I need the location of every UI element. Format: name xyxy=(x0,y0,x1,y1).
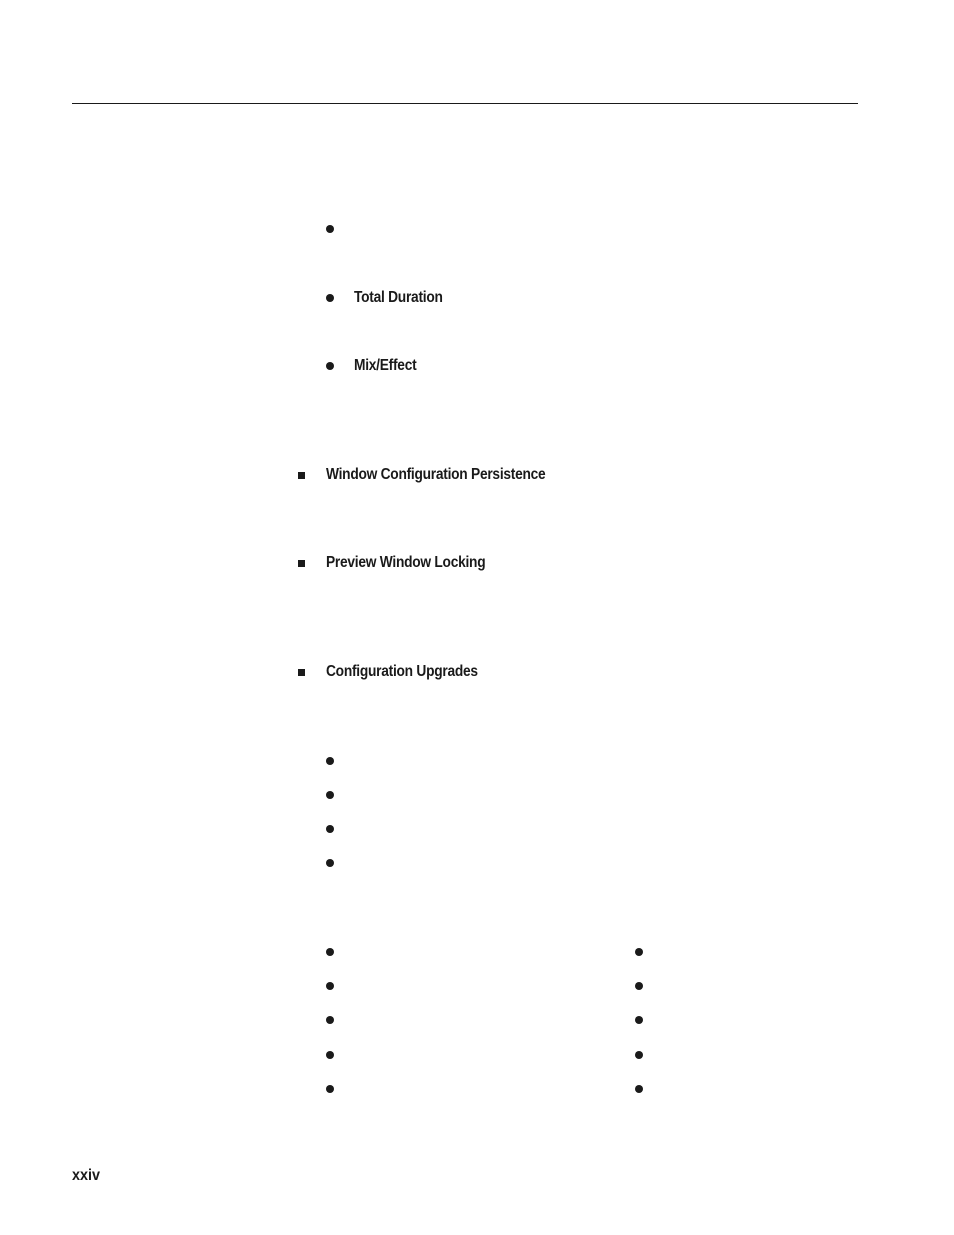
bullet-dot xyxy=(326,225,334,233)
bullet-dot xyxy=(635,1051,643,1059)
sub-bullet-label: Mix/Effect xyxy=(354,357,417,374)
bullet-dot xyxy=(326,757,334,765)
bullet-dot xyxy=(326,948,334,956)
bullet-dot xyxy=(326,825,334,833)
bullet-dot xyxy=(326,1016,334,1024)
bullet-dot xyxy=(635,982,643,990)
feature-heading: Preview Window Locking xyxy=(326,554,486,571)
bullet-dot xyxy=(635,1085,643,1093)
page-number: xxiv xyxy=(72,1167,101,1184)
square-bullet xyxy=(298,669,305,676)
square-bullet xyxy=(298,472,305,479)
bullet-dot xyxy=(326,1085,334,1093)
square-bullet xyxy=(298,560,305,567)
bullet-dot xyxy=(326,362,334,370)
bullet-dot xyxy=(326,859,334,867)
bullet-dot xyxy=(326,982,334,990)
bullet-dot xyxy=(326,1051,334,1059)
bullet-dot xyxy=(635,1016,643,1024)
bullet-dot xyxy=(326,791,334,799)
sub-bullet-label: Total Duration xyxy=(354,289,443,306)
bullet-dot xyxy=(635,948,643,956)
bullet-dot xyxy=(326,294,334,302)
feature-heading: Window Configuration Persistence xyxy=(326,466,546,483)
feature-heading: Configuration Upgrades xyxy=(326,663,478,680)
header-rule xyxy=(72,103,858,104)
